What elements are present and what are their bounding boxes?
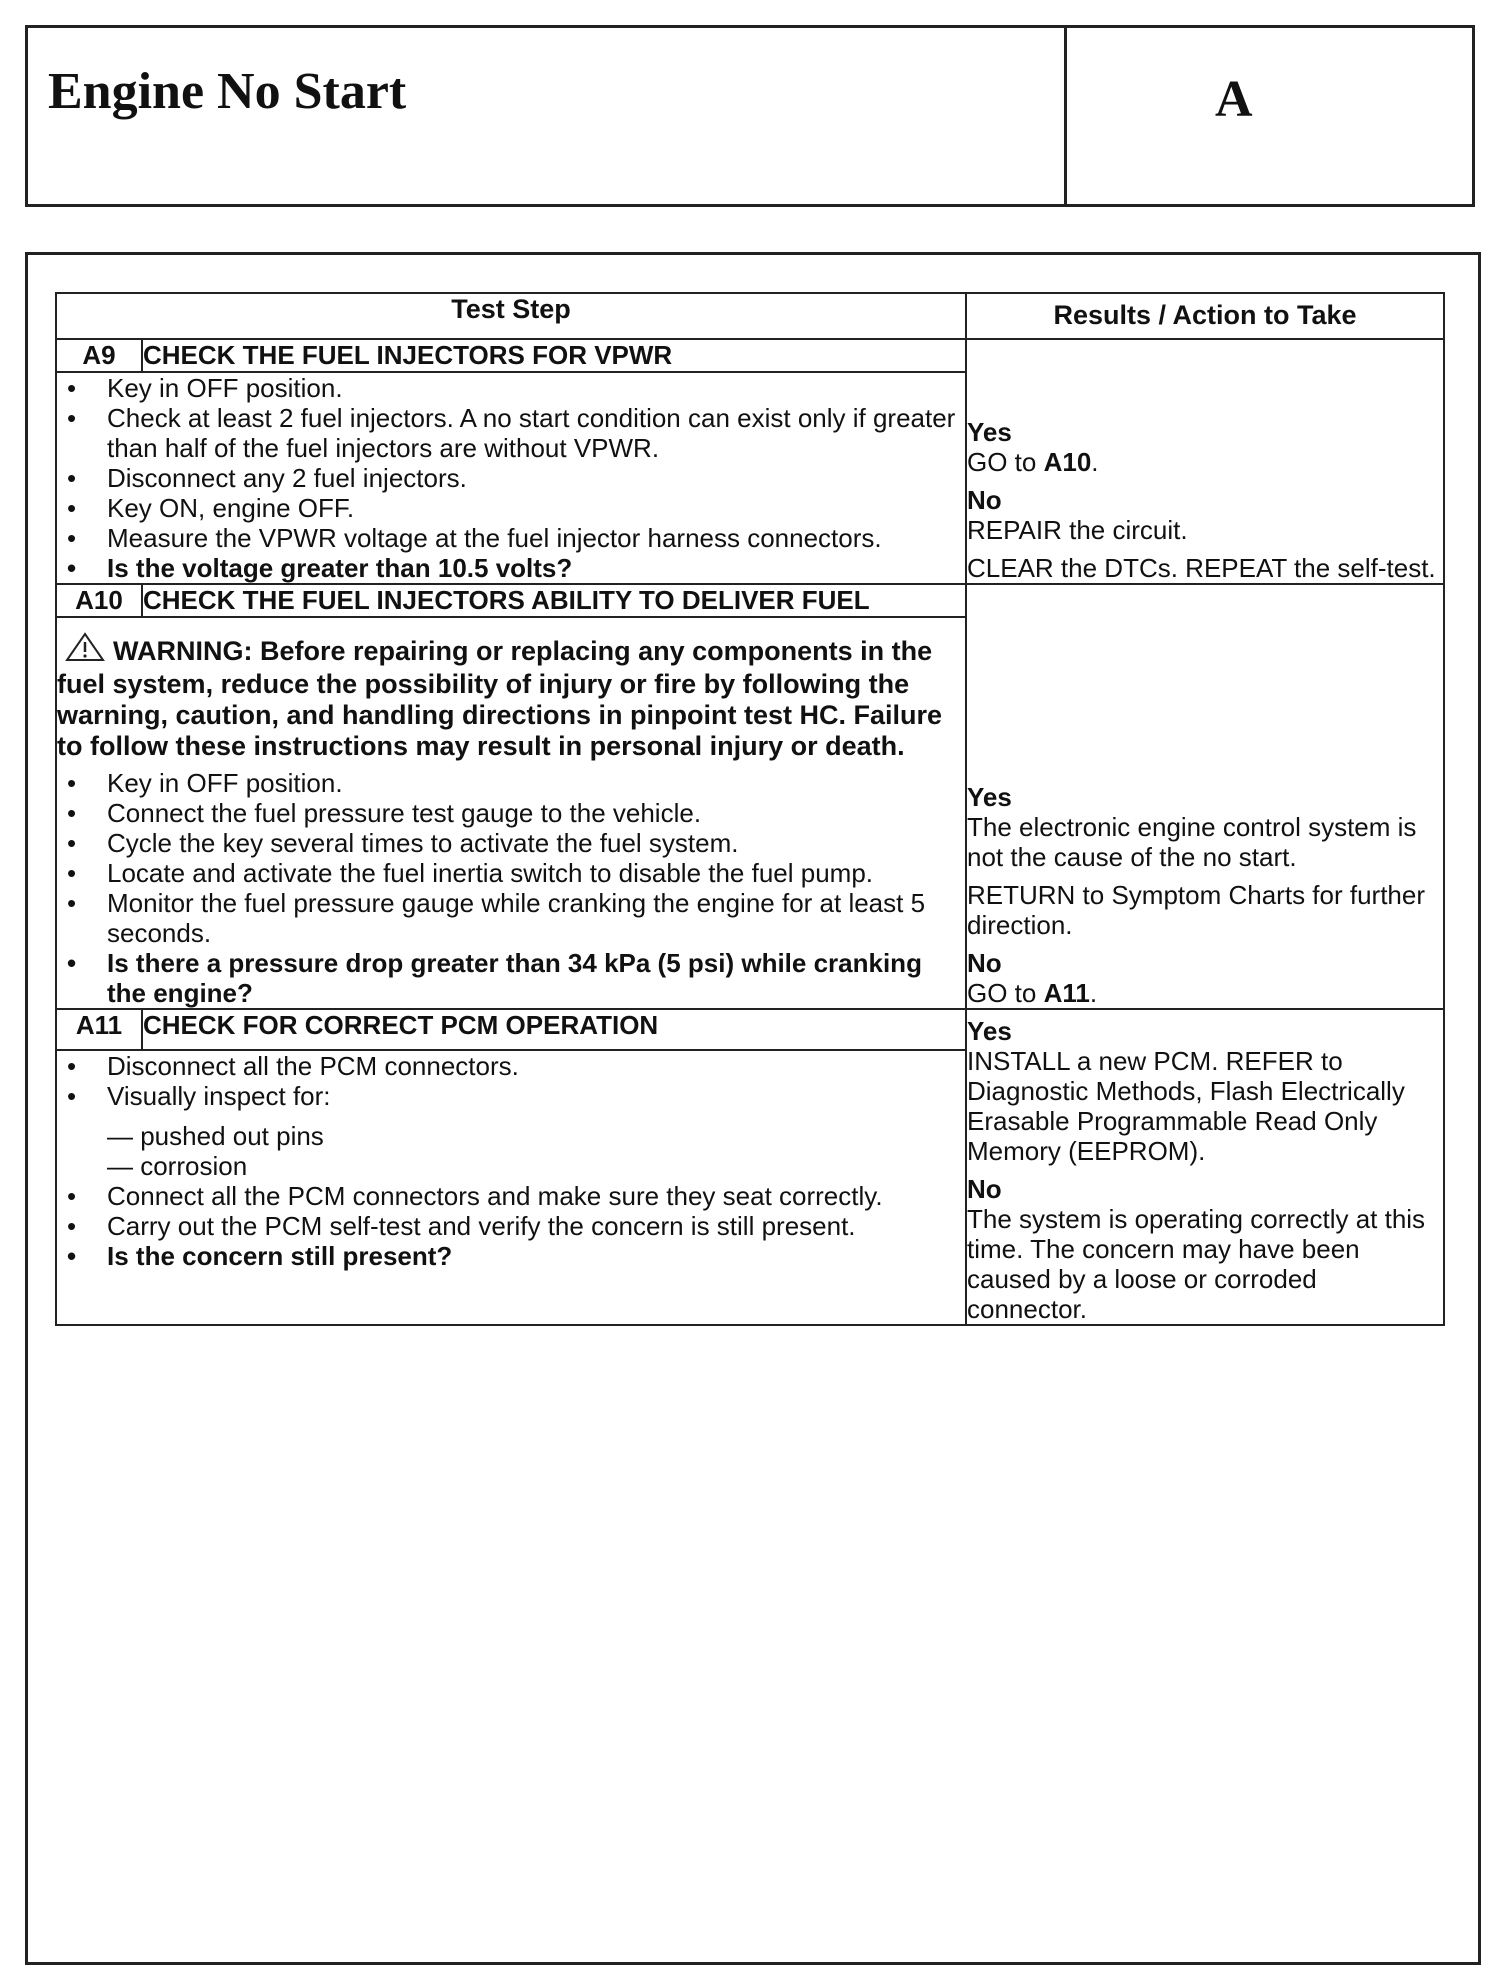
- list-item: • Key in OFF position.: [57, 373, 965, 403]
- yes-action: GO to A10.: [967, 447, 1099, 477]
- dash-list: [57, 1121, 965, 1181]
- step-body: [56, 1050, 966, 1325]
- step-result-a10: [966, 584, 1444, 1009]
- no-label: No: [967, 485, 1002, 515]
- goto-a10: A10: [1043, 447, 1092, 477]
- step-id: A11: [56, 1009, 142, 1050]
- list-item: • Visually inspect for:: [57, 1081, 965, 1111]
- no-action: REPAIR the circuit.: [967, 515, 1188, 545]
- no-label: No: [967, 948, 1002, 978]
- step-title: CHECK FOR CORRECT PCM OPERATION: [142, 1009, 966, 1050]
- list-item: • Connect the fuel pressure test gauge to the vehicle.: [57, 798, 965, 828]
- no-label: No: [967, 1174, 1002, 1204]
- warning-triangle-icon: [65, 632, 105, 669]
- step-title-row-a10: [56, 584, 1444, 617]
- dash-item: — corrosion: [107, 1150, 248, 1181]
- page-title: Engine No Start: [48, 63, 407, 120]
- step-result-a9: [966, 339, 1444, 584]
- test-steps-table: [55, 292, 1445, 1326]
- list-item: • Key in OFF position.: [57, 768, 965, 798]
- step-title: CHECK THE FUEL INJECTORS FOR VPWR: [142, 339, 966, 372]
- step-title: CHECK THE FUEL INJECTORS ABILITY TO DELIVER FUEL: [142, 584, 966, 617]
- list-item-question: • Is there a pressure drop greater than 34 kPa (5 psi) while cranking the engine?: [57, 948, 965, 1008]
- list-item: • Disconnect all the PCM connectors.: [57, 1051, 965, 1081]
- step-result-a11: [966, 1009, 1444, 1325]
- yes-action: The electronic engine control system is not the cause of the no start.: [967, 812, 1417, 872]
- list-item-question: • Is the voltage greater than 10.5 volts?: [57, 553, 965, 583]
- no-action: GO to A11.: [967, 978, 1098, 1008]
- col-test-step: Test Step: [56, 293, 966, 339]
- list-item: • Locate and activate the fuel inertia switch to disable the fuel pump.: [57, 858, 965, 888]
- warning-text: WARNING: Before repairing or replacing any components in the fuel system, reduce the possibility of injury or fire by following the warning, caution, and handling directions in pinpoint test HC. Failure to follow these instructions may result in personal injury or death.: [57, 618, 965, 762]
- step-title-row-a9: [56, 339, 1444, 372]
- step-body: [56, 372, 966, 584]
- yes-action-2: RETURN to Symptom Charts for further direction.: [967, 880, 1425, 940]
- step-bullets: [57, 1181, 965, 1271]
- list-item: • Check at least 2 fuel injectors. A no start condition can exist only if greater than half of the fuel injectors are without VPWR.: [57, 403, 965, 463]
- list-item: • Disconnect any 2 fuel injectors.: [57, 463, 965, 493]
- goto-a11: A11: [1043, 978, 1090, 1008]
- no-action-2: CLEAR the DTCs. REPEAT the self-test.: [967, 553, 1436, 583]
- section-letter: A: [1215, 71, 1253, 128]
- step-id: A9: [56, 339, 142, 372]
- step-title-row-a11: [56, 1009, 1444, 1050]
- step-bullets: [57, 1051, 965, 1111]
- dash-item: — pushed out pins: [107, 1120, 324, 1151]
- list-item: • Carry out the PCM self-test and verify the concern is still present.: [57, 1211, 965, 1241]
- list-item: • Measure the VPWR voltage at the fuel injector harness connectors.: [57, 523, 965, 553]
- no-action: The system is operating correctly at this time. The concern may have been caused by a loose or corroded connector.: [967, 1204, 1426, 1324]
- col-results: Results / Action to Take: [966, 293, 1444, 339]
- step-body: [56, 617, 966, 1009]
- yes-label: Yes: [967, 782, 1012, 812]
- yes-label: Yes: [967, 1016, 1012, 1046]
- header-divider: [1064, 28, 1067, 204]
- yes-label: Yes: [967, 417, 1012, 447]
- list-item-question: • Is the concern still present?: [57, 1241, 965, 1271]
- list-item: • Monitor the fuel pressure gauge while cranking the engine for at least 5 seconds.: [57, 888, 965, 948]
- list-item: • Cycle the key several times to activate the fuel system.: [57, 828, 965, 858]
- step-bullets: [57, 768, 965, 1008]
- step-bullets: [57, 373, 965, 583]
- list-item: • Key ON, engine OFF.: [57, 493, 965, 523]
- step-id: A10: [56, 584, 142, 617]
- list-item: • Connect all the PCM connectors and make sure they seat correctly.: [57, 1181, 965, 1211]
- yes-action: INSTALL a new PCM. REFER to Diagnostic Methods, Flash Electrically Erasable Programmable Read Only Memory (EEPROM).: [967, 1046, 1405, 1166]
- table-header-row: [56, 293, 1444, 339]
